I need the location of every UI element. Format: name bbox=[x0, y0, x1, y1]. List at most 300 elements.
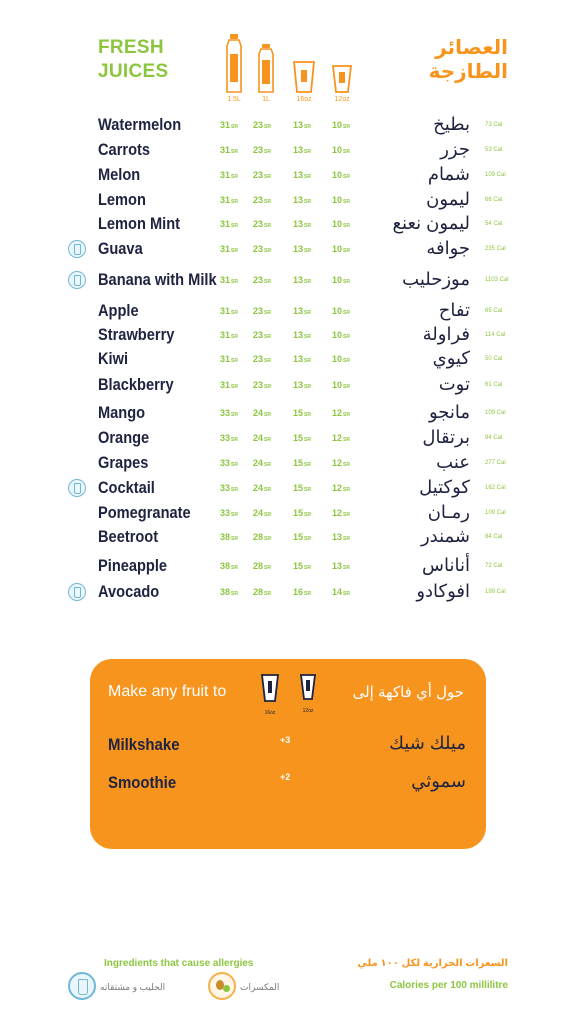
size-label: 1.5L bbox=[227, 96, 241, 103]
item-price bbox=[332, 170, 362, 180]
currency-label: SR bbox=[304, 199, 311, 205]
currency-label: SR bbox=[343, 174, 350, 180]
item-name-en: Lemon bbox=[98, 190, 146, 209]
item-name-ar: برتقال bbox=[422, 427, 470, 447]
item-calories: 72 Cal bbox=[485, 563, 503, 569]
currency-label: SR bbox=[343, 565, 350, 571]
currency-label: SR bbox=[264, 462, 271, 468]
currency-label: SR bbox=[304, 437, 311, 443]
price-value: 15 bbox=[293, 408, 304, 418]
price-value: 15 bbox=[293, 561, 304, 571]
item-name-ar: رمـان bbox=[427, 502, 470, 522]
item-name-ar: عنب bbox=[436, 452, 470, 472]
bottle-large-icon bbox=[224, 34, 244, 94]
price-value: 12 bbox=[332, 508, 343, 518]
item-calories: 94 Cal bbox=[485, 435, 503, 441]
menu-row bbox=[0, 580, 576, 604]
currency-label: SR bbox=[264, 536, 271, 542]
price-value: 12 bbox=[332, 408, 343, 418]
currency-label: SR bbox=[304, 384, 311, 390]
title-ar-line1: العصائر bbox=[435, 37, 508, 59]
item-price bbox=[293, 508, 323, 518]
item-name-en: Orange bbox=[98, 428, 150, 447]
item-price bbox=[293, 120, 323, 130]
menu-row bbox=[0, 501, 576, 525]
currency-label: SR bbox=[304, 512, 311, 518]
menu-row bbox=[0, 401, 576, 425]
item-price bbox=[293, 532, 323, 542]
price-value: 24 bbox=[253, 483, 264, 493]
currency-label: SR bbox=[264, 384, 271, 390]
item-price bbox=[293, 219, 323, 229]
item-price bbox=[220, 219, 250, 229]
price-value: 31 bbox=[220, 354, 231, 364]
item-name-en: Strawberry bbox=[98, 325, 175, 344]
item-price bbox=[332, 483, 362, 493]
size-1l bbox=[249, 34, 283, 103]
currency-label: SR bbox=[343, 412, 350, 418]
currency-label: SR bbox=[264, 279, 271, 285]
item-price bbox=[220, 508, 250, 518]
item-name-en: Pomegranate bbox=[98, 503, 191, 522]
price-value: 33 bbox=[220, 508, 231, 518]
upgrade-title-en: Make any fruit to bbox=[108, 683, 227, 700]
allergy-legend-title: Ingredients that cause allergies bbox=[104, 958, 254, 969]
currency-label: SR bbox=[231, 437, 238, 443]
currency-label: SR bbox=[343, 384, 350, 390]
upgrade-cup-16oz bbox=[255, 673, 285, 716]
item-price bbox=[293, 483, 323, 493]
price-value: 15 bbox=[293, 433, 304, 443]
item-price bbox=[293, 195, 323, 205]
calories-note-ar: السعرات الحرارية لكل ١٠٠ ملي bbox=[357, 958, 508, 969]
price-value: 24 bbox=[253, 458, 264, 468]
upgrade-box bbox=[90, 659, 486, 849]
cup-large-icon bbox=[260, 673, 280, 703]
item-name-ar: تفاح bbox=[438, 300, 470, 320]
item-name-en: Guava bbox=[98, 239, 143, 258]
price-value: 31 bbox=[220, 195, 231, 205]
currency-label: SR bbox=[264, 437, 271, 443]
currency-label: SR bbox=[304, 487, 311, 493]
item-price bbox=[332, 244, 362, 254]
item-calories: 277 Cal bbox=[485, 460, 506, 466]
price-value: 10 bbox=[332, 244, 343, 254]
nuts-allergy-label: المكسرات bbox=[240, 982, 280, 992]
item-price bbox=[253, 354, 283, 364]
currency-label: SR bbox=[343, 536, 350, 542]
price-value: 10 bbox=[332, 170, 343, 180]
currency-label: SR bbox=[231, 248, 238, 254]
title-en-line1: FRESH bbox=[98, 37, 164, 58]
item-price bbox=[293, 330, 323, 340]
price-value: 13 bbox=[293, 275, 304, 285]
item-price bbox=[220, 433, 250, 443]
nuts-allergy-icon bbox=[208, 972, 236, 1000]
item-name-ar: كيوي bbox=[432, 348, 470, 368]
currency-label: SR bbox=[304, 149, 311, 155]
item-name-ar: ليمون bbox=[426, 189, 470, 209]
currency-label: SR bbox=[264, 248, 271, 254]
currency-label: SR bbox=[231, 412, 238, 418]
item-price bbox=[332, 508, 362, 518]
menu-row bbox=[0, 237, 576, 261]
price-value: 24 bbox=[253, 408, 264, 418]
item-price bbox=[332, 330, 362, 340]
item-price bbox=[220, 561, 250, 571]
item-price bbox=[220, 195, 250, 205]
currency-label: SR bbox=[343, 124, 350, 130]
currency-label: SR bbox=[304, 124, 311, 130]
item-calories: 50 Cal bbox=[485, 356, 503, 362]
price-value: 23 bbox=[253, 275, 264, 285]
title-ar-line2: الطازجة bbox=[428, 61, 508, 83]
item-price bbox=[332, 275, 362, 285]
item-price bbox=[253, 380, 283, 390]
cup-small-icon bbox=[331, 64, 353, 94]
currency-label: SR bbox=[343, 462, 350, 468]
price-value: 10 bbox=[332, 306, 343, 316]
item-price bbox=[253, 587, 283, 597]
item-name-en: Mango bbox=[98, 403, 146, 422]
menu-row bbox=[0, 212, 576, 236]
item-price bbox=[253, 532, 283, 542]
item-calories: 109 Cal bbox=[485, 172, 506, 178]
menu-row bbox=[0, 451, 576, 475]
item-calories: 73 Cal bbox=[485, 122, 503, 128]
currency-label: SR bbox=[343, 358, 350, 364]
item-price bbox=[253, 275, 283, 285]
price-value: 23 bbox=[253, 120, 264, 130]
price-value: 12 bbox=[332, 458, 343, 468]
price-value: 33 bbox=[220, 458, 231, 468]
menu-row bbox=[0, 163, 576, 187]
upgrade-smoothie-ar: سموثي bbox=[411, 771, 466, 791]
item-calories: 61 Cal bbox=[485, 382, 503, 388]
milk-allergy-icon bbox=[68, 583, 86, 601]
price-value: 24 bbox=[253, 433, 264, 443]
item-price bbox=[293, 433, 323, 443]
price-value: 13 bbox=[293, 380, 304, 390]
item-name-ar: افوكادو bbox=[416, 581, 470, 601]
currency-label: SR bbox=[264, 334, 271, 340]
price-value: 10 bbox=[332, 195, 343, 205]
item-price bbox=[220, 380, 250, 390]
item-name-ar: مانجو bbox=[428, 402, 470, 422]
item-name-en: Beetroot bbox=[98, 527, 159, 546]
price-value: 23 bbox=[253, 354, 264, 364]
currency-label: SR bbox=[231, 487, 238, 493]
price-value: 28 bbox=[253, 532, 264, 542]
page-title-ar bbox=[429, 36, 508, 84]
size-1-5l bbox=[217, 34, 251, 103]
price-value: 10 bbox=[332, 354, 343, 364]
item-price bbox=[220, 120, 250, 130]
item-price bbox=[253, 306, 283, 316]
item-price bbox=[332, 120, 362, 130]
currency-label: SR bbox=[343, 199, 350, 205]
item-calories: 84 Cal bbox=[485, 534, 503, 540]
currency-label: SR bbox=[304, 462, 311, 468]
item-name-ar: كوكتيل bbox=[419, 477, 470, 497]
item-price bbox=[332, 219, 362, 229]
price-value: 31 bbox=[220, 145, 231, 155]
currency-label: SR bbox=[264, 358, 271, 364]
item-price bbox=[253, 508, 283, 518]
item-price bbox=[220, 483, 250, 493]
price-value: 16 bbox=[293, 587, 304, 597]
item-price bbox=[253, 330, 283, 340]
currency-label: SR bbox=[343, 334, 350, 340]
price-value: 23 bbox=[253, 195, 264, 205]
menu-row bbox=[0, 554, 576, 578]
currency-label: SR bbox=[264, 174, 271, 180]
price-value: 15 bbox=[293, 508, 304, 518]
price-value: 23 bbox=[253, 170, 264, 180]
price-value: 23 bbox=[253, 330, 264, 340]
item-name-ar: شمام bbox=[427, 164, 470, 184]
item-price bbox=[220, 170, 250, 180]
currency-label: SR bbox=[264, 149, 271, 155]
price-value: 24 bbox=[253, 508, 264, 518]
currency-label: SR bbox=[231, 462, 238, 468]
currency-label: SR bbox=[304, 279, 311, 285]
price-value: 31 bbox=[220, 275, 231, 285]
item-price bbox=[293, 354, 323, 364]
item-name-en: Watermelon bbox=[98, 115, 182, 134]
item-name-en: Banana with Milk bbox=[98, 270, 217, 289]
item-price bbox=[293, 170, 323, 180]
price-value: 31 bbox=[220, 306, 231, 316]
item-calories: 66 Cal bbox=[485, 197, 503, 203]
item-name-en: Cocktail bbox=[98, 478, 155, 497]
price-value: 23 bbox=[253, 219, 264, 229]
price-value: 31 bbox=[220, 170, 231, 180]
item-price bbox=[293, 306, 323, 316]
currency-label: SR bbox=[304, 248, 311, 254]
price-value: 14 bbox=[332, 587, 343, 597]
price-value: 13 bbox=[332, 532, 343, 542]
price-value: 10 bbox=[332, 330, 343, 340]
upgrade-milkshake-ar: ميلك شيك bbox=[389, 733, 466, 753]
currency-label: SR bbox=[343, 310, 350, 316]
item-price bbox=[253, 483, 283, 493]
price-value: 31 bbox=[220, 330, 231, 340]
item-name-ar: بطيخ bbox=[433, 114, 470, 134]
item-price bbox=[220, 408, 250, 418]
item-name-en: Carrots bbox=[98, 140, 151, 159]
price-value: 12 bbox=[332, 483, 343, 493]
item-price bbox=[332, 561, 362, 571]
size-label: 12oz bbox=[334, 96, 350, 103]
currency-label: SR bbox=[343, 591, 350, 597]
currency-label: SR bbox=[231, 358, 238, 364]
price-value: 13 bbox=[293, 219, 304, 229]
menu-row bbox=[0, 323, 576, 347]
menu-row bbox=[0, 268, 576, 292]
price-value: 31 bbox=[220, 120, 231, 130]
price-value: 10 bbox=[332, 145, 343, 155]
calories-note-en: Calories per 100 millilitre bbox=[389, 980, 508, 991]
item-price bbox=[253, 561, 283, 571]
price-value: 13 bbox=[293, 170, 304, 180]
menu-row bbox=[0, 347, 576, 371]
menu-row bbox=[0, 426, 576, 450]
price-value: 28 bbox=[253, 587, 264, 597]
item-price bbox=[253, 195, 283, 205]
milk-allergy-icon bbox=[68, 271, 86, 289]
item-name-en: Grapes bbox=[98, 453, 149, 472]
size-label: 1L bbox=[262, 96, 270, 103]
item-price bbox=[253, 408, 283, 418]
item-price bbox=[220, 458, 250, 468]
price-value: 13 bbox=[293, 330, 304, 340]
item-name-en: Lemon Mint bbox=[98, 214, 181, 233]
milk-allergy-label: الحليب و مشتقاته bbox=[100, 982, 166, 992]
price-value: 23 bbox=[253, 306, 264, 316]
item-price bbox=[332, 532, 362, 542]
item-calories: 235 Cal bbox=[485, 246, 506, 252]
price-value: 23 bbox=[253, 145, 264, 155]
item-price bbox=[220, 306, 250, 316]
milk-allergy-icon bbox=[68, 972, 96, 1000]
item-price bbox=[220, 532, 250, 542]
menu-row bbox=[0, 525, 576, 549]
price-value: 33 bbox=[220, 433, 231, 443]
upgrade-milkshake-price: +3 bbox=[280, 735, 291, 745]
upgrade-smoothie-price: +2 bbox=[280, 772, 291, 782]
currency-label: SR bbox=[231, 334, 238, 340]
currency-label: SR bbox=[304, 334, 311, 340]
item-price bbox=[253, 145, 283, 155]
item-price bbox=[332, 433, 362, 443]
cup-small-icon bbox=[299, 673, 317, 701]
item-price bbox=[332, 380, 362, 390]
currency-label: SR bbox=[231, 223, 238, 229]
menu-row bbox=[0, 188, 576, 212]
price-value: 38 bbox=[220, 587, 231, 597]
item-name-ar: ليمون نعنع bbox=[392, 213, 470, 233]
currency-label: SR bbox=[264, 487, 271, 493]
item-price bbox=[332, 458, 362, 468]
item-price bbox=[220, 275, 250, 285]
item-price bbox=[332, 145, 362, 155]
price-value: 23 bbox=[253, 244, 264, 254]
currency-label: SR bbox=[304, 358, 311, 364]
item-name-ar: أناناس bbox=[422, 555, 470, 575]
currency-label: SR bbox=[304, 223, 311, 229]
currency-label: SR bbox=[343, 279, 350, 285]
price-value: 31 bbox=[220, 380, 231, 390]
price-value: 38 bbox=[220, 561, 231, 571]
item-price bbox=[293, 458, 323, 468]
item-price bbox=[220, 354, 250, 364]
item-calories: 1103 Cal bbox=[485, 277, 509, 283]
cup-label: 12oz bbox=[302, 708, 314, 714]
item-calories: 162 Cal bbox=[485, 485, 506, 491]
item-calories: 109 Cal bbox=[485, 510, 506, 516]
item-name-en: Apple bbox=[98, 301, 139, 320]
menu-row bbox=[0, 299, 576, 323]
currency-label: SR bbox=[231, 565, 238, 571]
price-value: 38 bbox=[220, 532, 231, 542]
currency-label: SR bbox=[304, 565, 311, 571]
item-name-ar: شمندر bbox=[420, 526, 470, 546]
item-price bbox=[293, 275, 323, 285]
item-price bbox=[253, 458, 283, 468]
item-price bbox=[220, 145, 250, 155]
item-name-en: Pineapple bbox=[98, 556, 168, 575]
price-value: 15 bbox=[293, 483, 304, 493]
item-price bbox=[293, 145, 323, 155]
price-value: 15 bbox=[293, 458, 304, 468]
item-price bbox=[293, 380, 323, 390]
upgrade-cup-12oz bbox=[293, 673, 323, 714]
price-value: 10 bbox=[332, 380, 343, 390]
currency-label: SR bbox=[304, 412, 311, 418]
currency-label: SR bbox=[231, 149, 238, 155]
upgrade-milkshake-en: Milkshake bbox=[108, 735, 180, 754]
price-value: 13 bbox=[293, 145, 304, 155]
currency-label: SR bbox=[343, 512, 350, 518]
currency-label: SR bbox=[343, 487, 350, 493]
menu-row bbox=[0, 113, 576, 137]
price-value: 13 bbox=[332, 561, 343, 571]
item-price bbox=[253, 433, 283, 443]
item-calories: 53 Cal bbox=[485, 147, 503, 153]
currency-label: SR bbox=[343, 149, 350, 155]
size-16oz bbox=[287, 34, 321, 103]
currency-label: SR bbox=[343, 223, 350, 229]
bottle-small-icon bbox=[257, 44, 275, 94]
price-value: 12 bbox=[332, 433, 343, 443]
item-name-en: Kiwi bbox=[98, 349, 129, 368]
currency-label: SR bbox=[231, 384, 238, 390]
item-price bbox=[293, 244, 323, 254]
price-value: 13 bbox=[293, 244, 304, 254]
size-12oz bbox=[325, 34, 359, 103]
price-value: 33 bbox=[220, 483, 231, 493]
item-price bbox=[253, 219, 283, 229]
currency-label: SR bbox=[264, 199, 271, 205]
item-name-ar: جوافه bbox=[426, 238, 470, 258]
size-label: 16oz bbox=[296, 96, 312, 103]
currency-label: SR bbox=[304, 536, 311, 542]
price-value: 10 bbox=[332, 275, 343, 285]
item-calories: 109 Cal bbox=[485, 410, 506, 416]
price-value: 15 bbox=[293, 532, 304, 542]
currency-label: SR bbox=[264, 223, 271, 229]
currency-label: SR bbox=[231, 536, 238, 542]
item-price bbox=[220, 330, 250, 340]
currency-label: SR bbox=[304, 591, 311, 597]
currency-label: SR bbox=[304, 174, 311, 180]
item-price bbox=[220, 587, 250, 597]
price-value: 23 bbox=[253, 380, 264, 390]
currency-label: SR bbox=[264, 124, 271, 130]
item-price bbox=[253, 120, 283, 130]
item-name-ar: فراولة bbox=[422, 324, 470, 344]
price-value: 13 bbox=[293, 354, 304, 364]
item-price bbox=[332, 354, 362, 364]
item-name-ar: توت bbox=[438, 374, 470, 394]
price-value: 31 bbox=[220, 244, 231, 254]
price-value: 28 bbox=[253, 561, 264, 571]
currency-label: SR bbox=[343, 248, 350, 254]
price-value: 31 bbox=[220, 219, 231, 229]
title-en-line2: JUICES bbox=[98, 61, 169, 82]
price-value: 13 bbox=[293, 120, 304, 130]
